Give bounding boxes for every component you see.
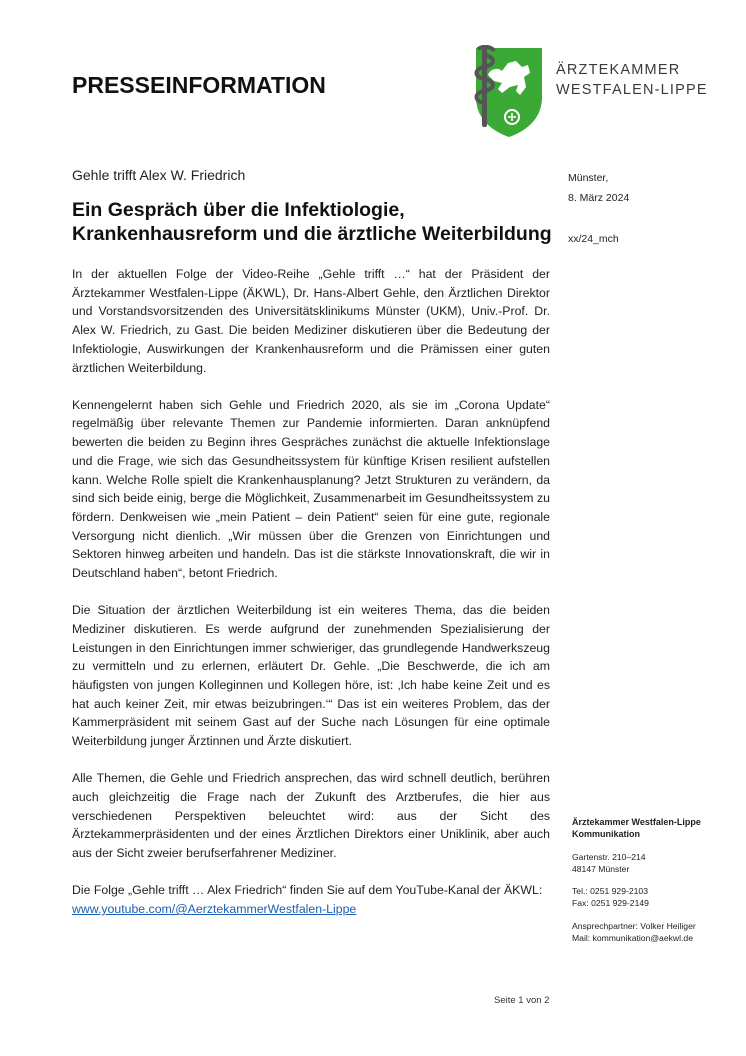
page-number: Seite 1 von 2: [494, 995, 550, 1006]
paragraph-intro: In der aktuellen Folge der Video-Reihe „Gehle trifft …“ hat der Präsident der Ärztekammer Westfalen-Lippe (ÄKWL), Dr. Hans-Albert Gehle, den Ärztlichen Direktor und Vorstandsvorsitzenden des Universitätsklinikums Münster (UKM), Univ.-Prof. Dr. Alex W. Friedrich, zu Gast. Die beiden Mediziner diskutieren über die Bedeutung der Infektiologie, Auswirkungen der Krankenhausreform und die Prämissen einer guten ärztlichen Weiterbildung.: [72, 267, 550, 375]
article-kicker: Gehle trifft Alex W. Friedrich: [72, 167, 246, 183]
headline-line1: Ein Gespräch über die Infektiologie,: [72, 199, 405, 221]
paragraph-future: Alle Themen, die Gehle und Friedrich ansprechen, das wird schnell deutlich, berühren auch gleichzeitig die Frage nach der Zukunft des Arztberufes, die hier aus verschiedenen Perspektiven beleuchtet wird: aus der Sicht des Ärztekammerpräsidenten und der eines Ärztlichen Direktors einer Uniklinik, aber auch aus der Sicht zweier berufserfahrener Mediziner.: [72, 771, 550, 861]
paragraph-pandemic: Kennengelernt haben sich Gehle und Friedrich 2020, als sie im „Corona Update“ regelmäßig über relevante Themen zur Pandemie informierten. Daran anknüpfend bewerten die beiden zu Beginn ihres Gespräches zunächst die aktuelle Infektionslage und die Frage, wie sich das Gesundheitssystem für künftige Krisen resilient aufstellen kann. Welche Rolle spielt die Krankenhausplanung? Jetzt Strukturen zu verändern, da sind sich beide einig, berge die Möglichkeit, Zusammenarbeit im Gesundheitssystem zu fördern. Denkweisen wie „mein Patient – dein Patient“ seien für eine gute, regionale Versorgung nicht dienlich. „Wir müssen über die Grenzen von Einrichtungen und Sektoren hinweg arbeiten und handeln. Das ist die stärkste Innovationskraft, die wir in Deutschland haben“, betont Friedrich.: [72, 397, 550, 581]
aekwl-shield-logo-icon: [472, 45, 546, 139]
presse-title: PRESSEINFORMATION: [72, 72, 326, 98]
contact-org-line2: Kommunikation: [572, 829, 641, 840]
contact-org-line1: Ärztekammer Westfalen-Lippe: [572, 817, 701, 827]
contact-city: 48147 Münster: [572, 863, 630, 874]
contact-address: [572, 851, 742, 876]
org-name-line2: WESTFALEN-LIPPE: [556, 82, 708, 98]
meta-place: Münster,: [568, 172, 609, 184]
contact-tel: Tel.: 0251 929-2103: [572, 886, 648, 897]
contact-person-block: [572, 920, 742, 945]
article-body: [72, 265, 550, 919]
youtube-link[interactable]: www.youtube.com/@AerztekammerWestfalen-Lippe: [72, 902, 357, 917]
contact-fax: Fax: 0251 929-2149: [572, 898, 649, 909]
meta-reference: xx/24_mch: [568, 233, 619, 245]
contact-person: Ansprechpartner: Volker Heiliger: [572, 920, 696, 931]
article-headline: [72, 198, 552, 246]
contact-mail: Mail: kommunikation@aekwl.de: [572, 933, 693, 944]
meta-date: 8. März 2024: [568, 192, 630, 204]
headline-line2: Krankenhausreform und die ärztliche Weiterbildung: [72, 223, 552, 245]
org-name-line1: ÄRZTEKAMMER: [556, 62, 681, 78]
contact-street: Gartenstr. 210–214: [572, 851, 646, 862]
org-name: [556, 60, 708, 100]
paragraph-closing: [72, 881, 550, 918]
paragraph-training: Die Situation der ärztlichen Weiterbildung ist ein weiteres Thema, das die beiden Mediziner diskutieren. Es werde aufgrund der zunehmenden Spezialisierung der Leistungen in den Einrichtungen immer schwieriger, das grundlegende Handwerkszeug zu vermitteln und zu erlernen, erläutert Dr. Gehle. „Die Beschwerde, die ich am häufigsten von jungen Kolleginnen und Kollegen höre, ist: ‚Ich habe keine Zeit und es hat auch keiner Zeit, mir etwas beizubringen.‘“ Das ist ein weiteres Problem, das der Kammerpräsident mit seinem Gast auf der Suche nach Lösungen für eine optimale Weiterbildung junger Ärztinnen und Ärzte diskutiert.: [72, 603, 550, 749]
closing-text: Die Folge „Gehle trifft … Alex Friedrich“ finden Sie auf dem YouTube-Kanal der ÄKWL:: [72, 883, 543, 898]
contact-block: [572, 816, 742, 944]
contact-phones: [572, 885, 742, 910]
